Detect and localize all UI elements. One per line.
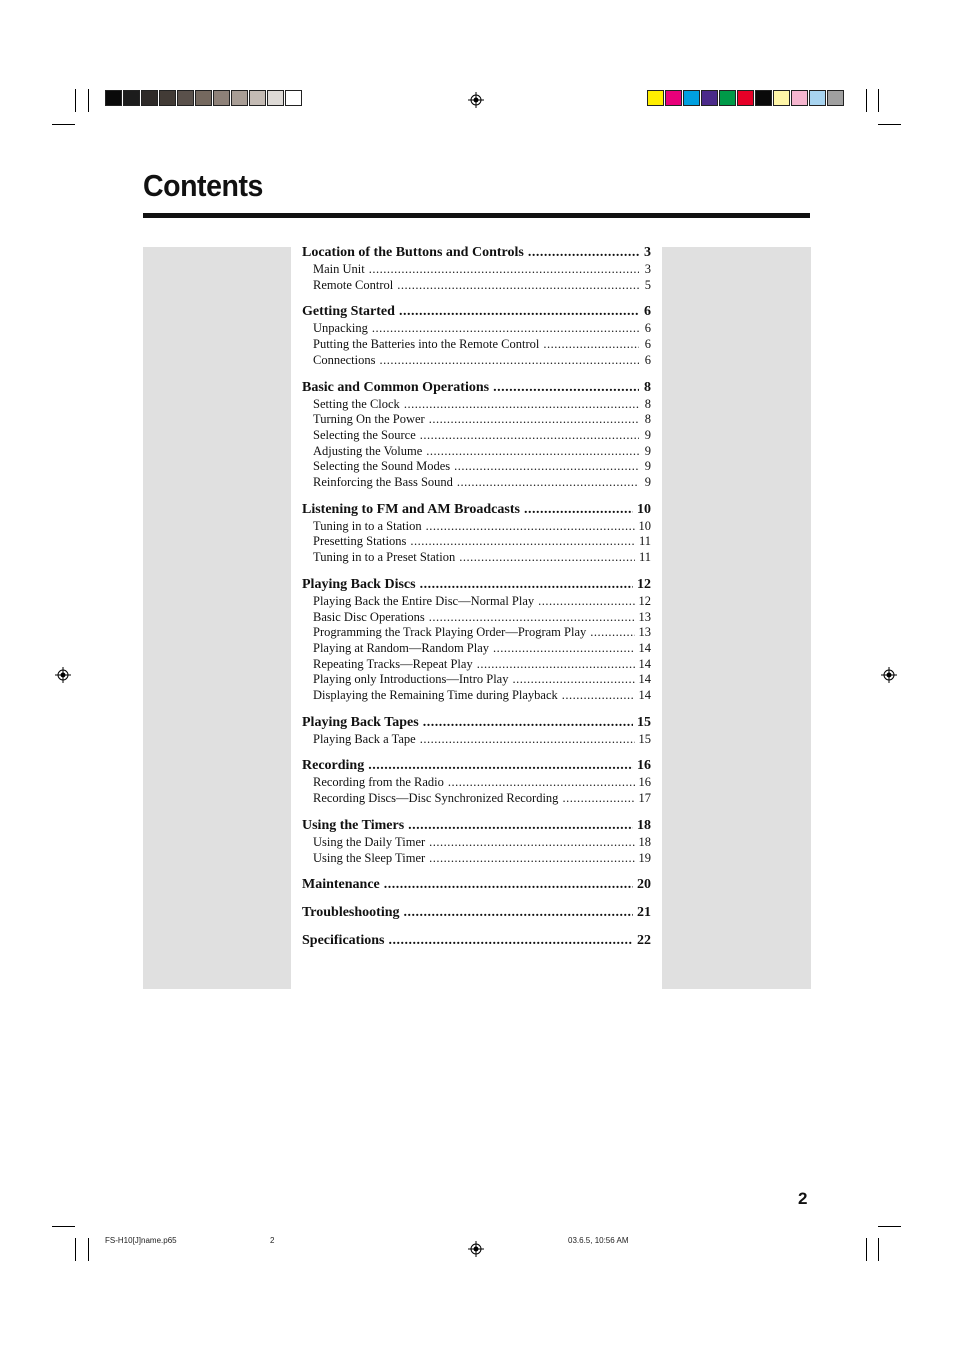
toc-entry-page: 6	[644, 321, 651, 336]
toc-entry-title: Setting the Clock	[313, 396, 400, 411]
toc-entry-page: 9	[644, 443, 651, 458]
toc-entry-page: 6	[644, 352, 651, 367]
toc-heading-page: 18	[637, 817, 651, 833]
title-rule	[143, 213, 810, 218]
dot-leader	[404, 397, 639, 413]
toc-entry-title: Tuning in to a Preset Station	[313, 550, 456, 565]
toc-heading-page: 8	[644, 379, 651, 395]
toc-entry[interactable]	[302, 641, 651, 657]
toc-entry-title: Using the Sleep Timer	[313, 850, 426, 865]
color-swatch	[719, 90, 736, 106]
toc-entry[interactable]	[302, 475, 651, 491]
dot-leader	[420, 732, 635, 748]
toc-heading-title: Maintenance	[302, 877, 380, 893]
color-swatch	[647, 90, 664, 106]
toc-entry-page: 5	[644, 277, 651, 292]
toc-entry-page: 11	[638, 534, 651, 549]
toc-entry-title: Playing at Random—Random Play	[313, 640, 490, 655]
crop-mark	[878, 124, 901, 125]
crop-mark	[878, 1226, 901, 1227]
grayscale-swatch	[213, 90, 230, 106]
toc-entry-page: 18	[638, 834, 651, 849]
toc-entry-page: 10	[638, 518, 651, 533]
toc-entry[interactable]	[302, 625, 651, 641]
crop-mark	[75, 1238, 76, 1261]
grayscale-swatch	[249, 90, 266, 106]
grayscale-swatch	[285, 90, 302, 106]
toc-entry[interactable]	[302, 732, 651, 748]
footer-filename: FS-H10[J]name.p65	[105, 1236, 177, 1245]
toc-entry[interactable]	[302, 610, 651, 626]
dot-leader	[524, 501, 633, 519]
toc-heading-title: Location of the Buttons and Controls	[302, 245, 524, 260]
toc-heading-title: Specifications	[302, 933, 385, 949]
toc-entry-page: 8	[644, 396, 651, 411]
grayscale-swatch	[267, 90, 284, 106]
crop-mark	[878, 89, 879, 112]
dot-leader	[388, 932, 633, 950]
toc-heading-page: 20	[637, 877, 651, 893]
toc-entry-title: Using the Daily Timer	[313, 834, 426, 849]
toc-heading-page: 12	[637, 576, 651, 592]
toc-entry-title: Adjusting the Volume	[313, 443, 423, 458]
dot-leader	[420, 428, 639, 444]
toc-entry-title: Unpacking	[313, 321, 368, 336]
toc-heading[interactable]	[302, 932, 651, 950]
grayscale-swatch	[195, 90, 212, 106]
dot-leader	[397, 278, 639, 294]
dot-leader	[429, 835, 634, 851]
dot-leader	[420, 576, 633, 594]
toc-entry-title: Recording Discs—Disc Synchronized Recording	[313, 791, 559, 806]
toc-entry[interactable]	[302, 519, 651, 535]
crop-mark	[878, 1238, 879, 1261]
dot-leader	[423, 714, 633, 732]
toc-section	[302, 244, 651, 293]
color-swatch	[665, 90, 682, 106]
toc-section	[302, 904, 651, 922]
toc-heading[interactable]	[302, 379, 651, 397]
crop-mark	[52, 1226, 75, 1227]
dot-leader	[372, 321, 639, 337]
toc-heading-title: Using the Timers	[302, 817, 405, 833]
dot-leader	[512, 672, 634, 688]
grayscale-swatch	[177, 90, 194, 106]
toc-entry[interactable]	[302, 688, 651, 704]
toc-heading[interactable]	[302, 876, 651, 894]
toc-entry-page: 6	[644, 337, 651, 352]
toc-entry[interactable]	[302, 657, 651, 673]
toc-heading-page: 15	[637, 714, 651, 730]
toc-entry[interactable]	[302, 428, 651, 444]
toc-entry[interactable]	[302, 550, 651, 566]
toc-entry[interactable]	[302, 775, 651, 791]
dot-leader	[429, 412, 639, 428]
toc-heading-page: 21	[637, 905, 651, 921]
dot-leader	[454, 459, 639, 475]
toc-entry-title: Playing Back the Entire Disc—Normal Play	[313, 593, 535, 608]
toc-section	[302, 379, 651, 491]
toc-heading-page: 10	[637, 501, 651, 517]
crop-mark	[52, 124, 75, 125]
toc-entry-page: 9	[644, 459, 651, 474]
registration-mark-icon	[881, 667, 897, 683]
toc-section	[302, 817, 651, 866]
grayscale-swatch	[231, 90, 248, 106]
grayscale-swatch	[159, 90, 176, 106]
toc-entry-title: Main Unit	[313, 262, 365, 276]
toc-entry[interactable]	[302, 262, 651, 278]
color-swatch	[773, 90, 790, 106]
toc-entry-page: 17	[638, 791, 651, 806]
toc-entry[interactable]	[302, 321, 651, 337]
dot-leader	[493, 379, 639, 397]
dot-leader	[429, 610, 635, 626]
toc-entry-page: 14	[638, 672, 651, 687]
dot-leader	[590, 625, 634, 641]
crop-mark	[75, 89, 76, 112]
toc-entry-title: Remote Control	[313, 277, 394, 292]
dot-leader	[410, 534, 635, 550]
toc-section	[302, 576, 651, 704]
crop-mark	[866, 1238, 867, 1261]
footer-timestamp: 03.6.5, 10:56 AM	[568, 1236, 629, 1245]
toc-section	[302, 501, 651, 566]
color-swatch	[809, 90, 826, 106]
right-gray-panel	[662, 247, 811, 989]
toc-entry-page: 9	[644, 475, 651, 490]
toc-entry[interactable]	[302, 444, 651, 460]
toc-entry-title: Selecting the Source	[313, 427, 416, 442]
toc-entry[interactable]	[302, 459, 651, 475]
toc-entry[interactable]	[302, 835, 651, 851]
toc-entry[interactable]	[302, 594, 651, 610]
toc-section	[302, 757, 651, 806]
toc-entry[interactable]	[302, 672, 651, 688]
toc-heading-title: Recording	[302, 758, 365, 774]
toc-entry-page: 14	[638, 640, 651, 655]
toc-entry-page: 13	[638, 609, 651, 624]
dot-leader	[429, 851, 634, 867]
toc-entry-page: 16	[638, 775, 651, 790]
color-swatch	[827, 90, 844, 106]
dot-leader	[404, 904, 633, 922]
dot-leader	[459, 550, 635, 566]
toc-entry-title: Recording from the Radio	[313, 775, 444, 790]
grayscale-swatch	[141, 90, 158, 106]
toc-entry-page: 9	[644, 427, 651, 442]
toc-entry-page: 13	[638, 625, 651, 640]
toc-entry-title: Putting the Batteries into the Remote Control	[313, 337, 540, 352]
dot-leader	[399, 303, 639, 321]
registration-mark-icon	[468, 92, 484, 108]
toc-entry[interactable]	[302, 412, 651, 428]
dot-leader	[493, 641, 634, 657]
toc-entry[interactable]	[302, 851, 651, 867]
toc-heading-title: Troubleshooting	[302, 905, 400, 921]
toc-heading-page: 3	[644, 245, 651, 260]
toc-heading-page: 16	[637, 758, 651, 774]
toc-heading[interactable]	[302, 757, 651, 775]
toc-entry-title: Selecting the Sound Modes	[313, 459, 451, 474]
toc-entry-title: Presetting Stations	[313, 534, 407, 549]
toc-entry[interactable]	[302, 353, 651, 369]
toc-heading-title: Playing Back Tapes	[302, 714, 419, 730]
toc-entry[interactable]	[302, 337, 651, 353]
grayscale-color-bar	[105, 90, 303, 106]
dot-leader	[457, 475, 639, 491]
toc-section	[302, 876, 651, 894]
toc-heading-title: Basic and Common Operations	[302, 379, 490, 395]
toc-entry[interactable]	[302, 791, 651, 807]
toc-heading-page: 22	[637, 933, 651, 949]
footer-page: 2	[270, 1236, 275, 1245]
toc-heading-page: 6	[644, 304, 651, 320]
toc-entry-title: Repeating Tracks—Repeat Play	[313, 656, 473, 671]
toc-entry[interactable]	[302, 278, 651, 294]
toc-entry-title: Tuning in to a Station	[313, 518, 422, 533]
grayscale-swatch	[123, 90, 140, 106]
toc-heading[interactable]	[302, 714, 651, 732]
dot-leader	[368, 757, 633, 775]
toc-heading-title: Getting Started	[302, 304, 395, 320]
grayscale-swatch	[105, 90, 122, 106]
toc-section	[302, 932, 651, 950]
toc-entry-title: Playing only Introductions—Intro Play	[313, 672, 509, 687]
toc-heading[interactable]	[302, 904, 651, 922]
dot-leader	[380, 353, 640, 369]
toc-heading[interactable]	[302, 817, 651, 835]
toc-entry-page: 8	[644, 412, 651, 427]
left-gray-panel	[143, 247, 291, 989]
toc-entry[interactable]	[302, 534, 651, 550]
page-number: 2	[798, 1189, 808, 1208]
toc-entry-page: 19	[638, 850, 651, 865]
color-swatch	[755, 90, 772, 106]
dot-leader	[426, 444, 639, 460]
dot-leader	[408, 817, 633, 835]
crop-mark	[88, 1238, 89, 1261]
dot-leader	[448, 775, 635, 791]
dot-leader	[369, 262, 639, 278]
dot-leader	[384, 876, 633, 894]
color-swatch	[701, 90, 718, 106]
crop-mark	[866, 89, 867, 112]
toc-section	[302, 714, 651, 748]
dot-leader	[538, 594, 634, 610]
page-title: Contents	[143, 168, 263, 203]
toc-entry-title: Reinforcing the Bass Sound	[313, 475, 453, 490]
dot-leader	[528, 244, 639, 262]
toc-entry-title: Turning On the Power	[313, 412, 425, 427]
cmyk-color-bar	[647, 90, 845, 106]
toc-section	[302, 303, 651, 368]
dot-leader	[562, 791, 634, 807]
toc-entry-page: 14	[638, 688, 651, 703]
toc-heading[interactable]	[302, 303, 651, 321]
color-swatch	[791, 90, 808, 106]
toc-entry-title: Programming the Track Playing Order—Program Play	[313, 625, 587, 640]
toc-entry-page: 12	[638, 593, 651, 608]
toc-heading[interactable]	[302, 501, 651, 519]
dot-leader	[543, 337, 639, 353]
toc-entry-page: 14	[638, 656, 651, 671]
toc-entry-page: 3	[644, 262, 651, 276]
color-swatch	[683, 90, 700, 106]
registration-mark-icon	[55, 667, 71, 683]
registration-mark-icon	[468, 1241, 484, 1257]
dot-leader	[477, 657, 635, 673]
toc-heading-title: Listening to FM and AM Broadcasts	[302, 501, 520, 517]
toc-entry-page: 11	[638, 550, 651, 565]
crop-mark	[88, 89, 89, 112]
toc-entry[interactable]	[302, 397, 651, 413]
toc-entry-title: Playing Back a Tape	[313, 731, 416, 746]
toc-heading-title: Playing Back Discs	[302, 576, 416, 592]
toc-entry-title: Connections	[313, 352, 376, 367]
color-swatch	[737, 90, 754, 106]
table-of-contents	[302, 244, 651, 960]
toc-entry-page: 15	[638, 731, 651, 746]
toc-entry-title: Basic Disc Operations	[313, 609, 425, 624]
toc-heading[interactable]	[302, 244, 651, 262]
toc-heading[interactable]	[302, 576, 651, 594]
dot-leader	[426, 519, 635, 535]
toc-entry-title: Displaying the Remaining Time during Playback	[313, 688, 558, 703]
dot-leader	[562, 688, 635, 704]
